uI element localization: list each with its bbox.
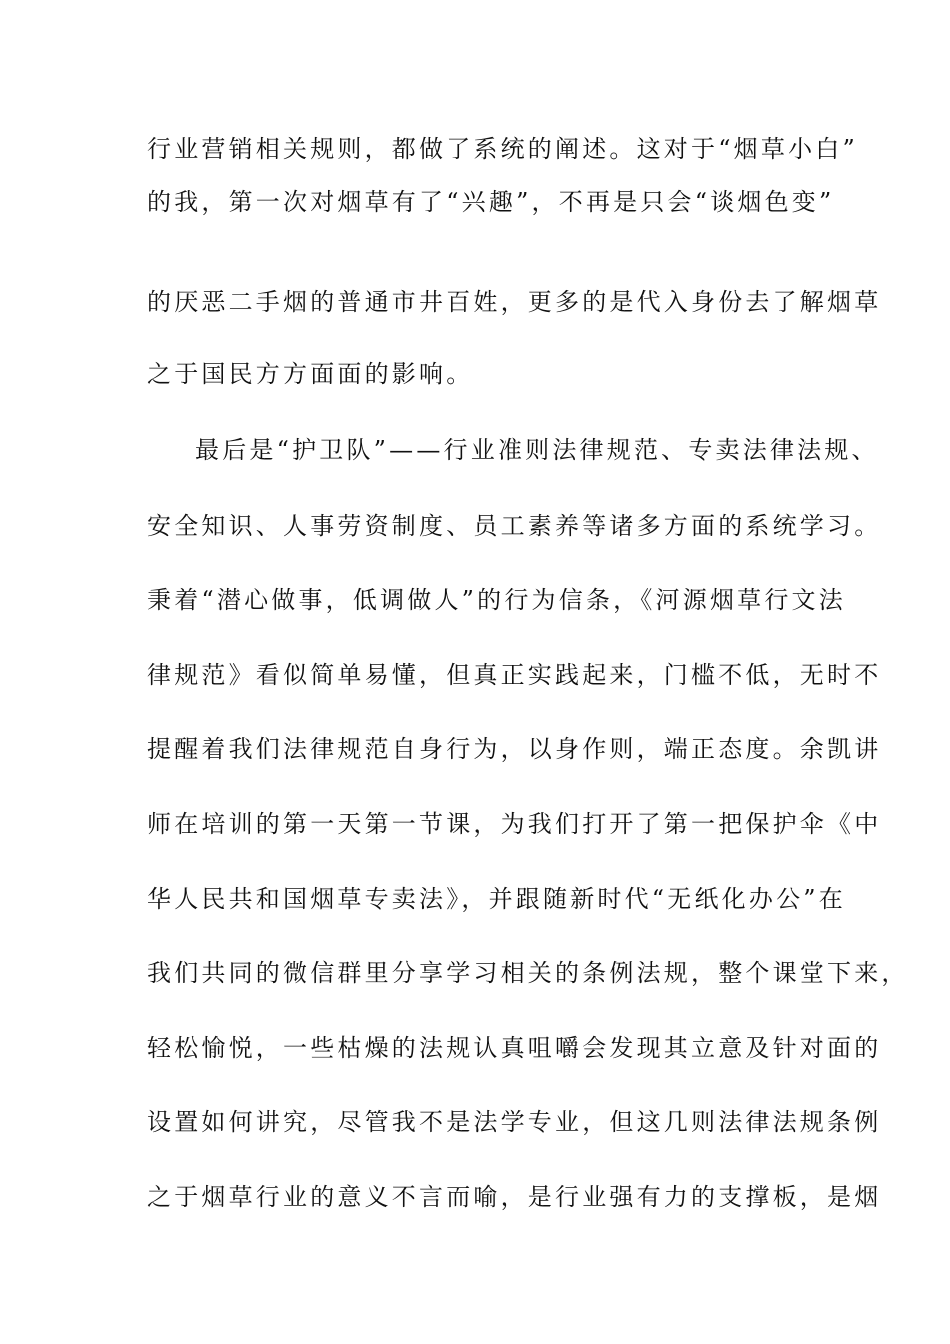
text-line: 轻松愉悦，一些枯燥的法规认真咀嚼会发现其立意及针对面的 [147,1034,882,1062]
text-line: 之于国民方方面面的影响。 [147,360,474,388]
paragraph-start-line: 最后是“护卫队”——行业准则法律规范、专卖法律法规、 [195,436,879,464]
text-line: 我们共同的微信群里分享学习相关的条例法规，整个课堂下来， [147,959,909,987]
text-line: 秉着“潜心做事，低调做人”的行为信条，《河源烟草行文法 [147,586,846,614]
text-line: 华人民共和国烟草专卖法》，并跟随新时代“无纸化办公”在 [147,885,846,913]
text-line: 的厌恶二手烟的普通市井百姓，更多的是代入身份去了解烟草 [147,288,882,316]
text-line: 行业营销相关规则，都做了系统的阐述。这对于“烟草小白” [147,135,858,163]
text-line: 提醒着我们法律规范自身行为，以身作则，端正态度。余凯讲 [147,735,882,763]
text-line: 之于烟草行业的意义不言而喻，是行业强有力的支撑板，是烟 [147,1183,882,1211]
text-line: 师在培训的第一天第一节课，为我们打开了第一把保护伞《中 [147,810,882,838]
text-line: 律规范》看似简单易懂，但真正实践起来，门槛不低，无时不 [147,661,882,689]
text-line: 的我，第一次对烟草有了“兴趣”，不再是只会“谈烟色变” [147,188,835,216]
text-line: 设置如何讲究，尽管我不是法学专业，但这几则法律法规条例 [147,1108,882,1136]
text-line: 安全知识、人事劳资制度、员工素养等诸多方面的系统学习。 [147,512,882,540]
